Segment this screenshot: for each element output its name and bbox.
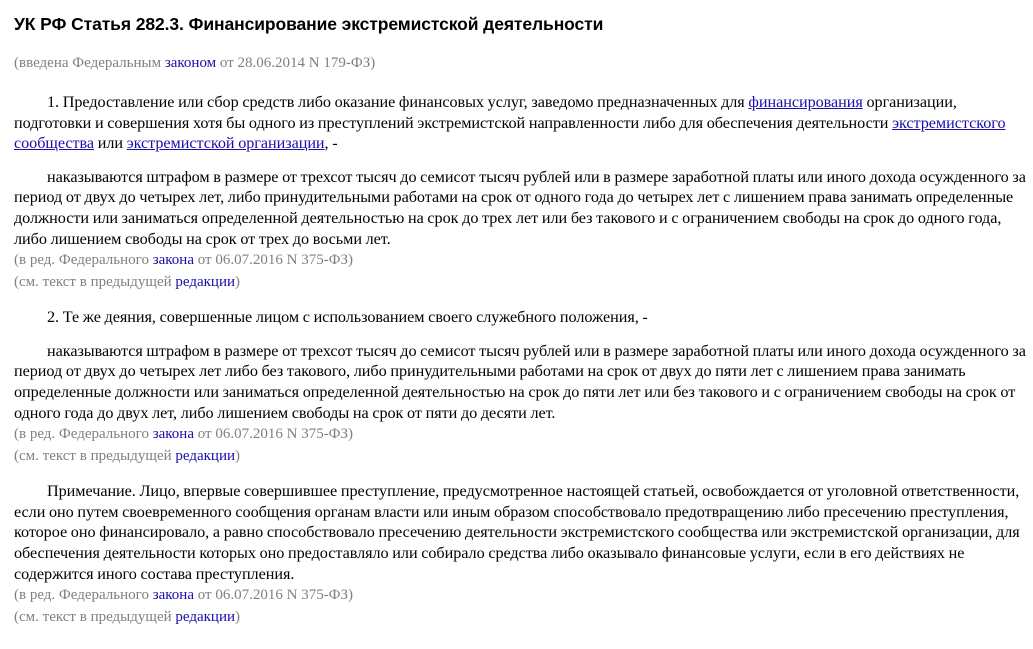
part1-text-d: , - xyxy=(324,134,338,153)
part1-text-b: организации, подготовки и совершения хотя бы одного из преступлений экстремистской направленности либо для обеспечения деятельности xyxy=(14,93,957,132)
extremist-community-link[interactable]: экстремистского сообщества xyxy=(14,113,1006,153)
intro-prefix: (введена Федеральным xyxy=(14,55,165,71)
extremist-organization-link[interactable]: экстремистской организации xyxy=(126,134,325,153)
part1-text-c: или xyxy=(94,134,127,153)
part2-edition-link[interactable]: редакции xyxy=(175,448,236,465)
remark-edit-suffix: от 06.07.2016 N 375-ФЗ) xyxy=(194,587,354,604)
remark-law-link[interactable]: закона xyxy=(152,587,194,604)
part2-see-suffix: ) xyxy=(235,448,241,465)
part1-text-a: 1. Предоставление или сбор средств либо оказание финансовых услуг, заведомо предназначенных для xyxy=(47,93,749,111)
part1-edit-prefix: (в ред. Федерального xyxy=(14,252,153,269)
part1-penalty: наказываются штрафом в размере от трехсот тысяч до семисот тысяч рублей или в размере заработной платы или иного дохода осужденного за период от двух до четырех лет, либо принудительными работами на срок от одного года до четырех лет с лишением права занимать определенные должности или заниматься определенной деятельностью на срок до трех лет или без такового и с ограничением свободы на срок до одного года, либо лишением свободы на срок от трех до восьми лет. xyxy=(14,167,1026,248)
remark-edition-link[interactable]: редакции xyxy=(175,609,236,626)
page-title: УК РФ Статья 282.3. Финансирование экстремистской деятельности xyxy=(14,14,604,34)
part1-law-link[interactable]: закона xyxy=(152,252,194,269)
part2-penalty: наказываются штрафом в размере от трехсот тысяч до семисот тысяч рублей или в размере заработной платы или иного дохода осужденного за период от двух до четырех лет либо без такового, либо принудительными работами на срок от двух до пяти лет с лишением права занимать определенные должности или заниматься определенной деятельностью на срок до пяти лет или без такового и с ограничением свободы на срок от одного года до двух лет, либо лишением свободы на срок от пяти до десяти лет. xyxy=(14,341,1026,422)
part1-see-prefix: (см. текст в предыдущей xyxy=(14,274,176,291)
remark-see-suffix: ) xyxy=(235,609,241,626)
intro-suffix: от 28.06.2014 N 179-ФЗ) xyxy=(216,55,376,71)
financing-link[interactable]: финансирования xyxy=(748,93,863,111)
part1-paragraph xyxy=(14,92,1030,154)
part1-previous-note xyxy=(14,271,1030,293)
remark-see-prefix: (см. текст в предыдущей xyxy=(14,609,176,626)
intro-law-link[interactable]: законом xyxy=(164,55,217,71)
part2-previous-note xyxy=(14,445,1030,467)
remark-edition-note xyxy=(14,584,1030,606)
introduction-note xyxy=(14,53,1030,73)
part2-see-prefix: (см. текст в предыдущей xyxy=(14,448,176,465)
document-page xyxy=(14,0,1030,628)
part2-edit-suffix: от 06.07.2016 N 375-ФЗ) xyxy=(194,426,354,443)
part2-edit-prefix: (в ред. Федерального xyxy=(14,426,153,443)
part1-edition-note xyxy=(14,249,1030,271)
part2-edition-note xyxy=(14,423,1030,445)
part2-paragraph: 2. Те же деяния, совершенные лицом с использованием своего служебного положения, - xyxy=(47,308,648,327)
part1-see-suffix: ) xyxy=(235,274,241,291)
remark-paragraph: Примечание. Лицо, впервые совершившее преступление, предусмотренное настоящей статьей, освобождается от уголовной ответственности, если оно путем своевременного сообщения органам власти или иным образом способствовало предотвращению либо пресечению преступления, которое оно финансировало, а равно способствовало пресечению деятельности экстремистского сообщества или экстремистской организации, для обеспечения деятельности которых оно предоставляло или собирало средства либо оказывало финансовые услуги, если в его действиях не содержится иного состава преступления. xyxy=(14,482,1020,583)
part2-law-link[interactable]: закона xyxy=(152,426,194,443)
part1-edition-link[interactable]: редакции xyxy=(175,274,236,291)
remark-previous-note xyxy=(14,606,1030,628)
part1-edit-suffix: от 06.07.2016 N 375-ФЗ) xyxy=(194,252,354,269)
remark-edit-prefix: (в ред. Федерального xyxy=(14,587,153,604)
